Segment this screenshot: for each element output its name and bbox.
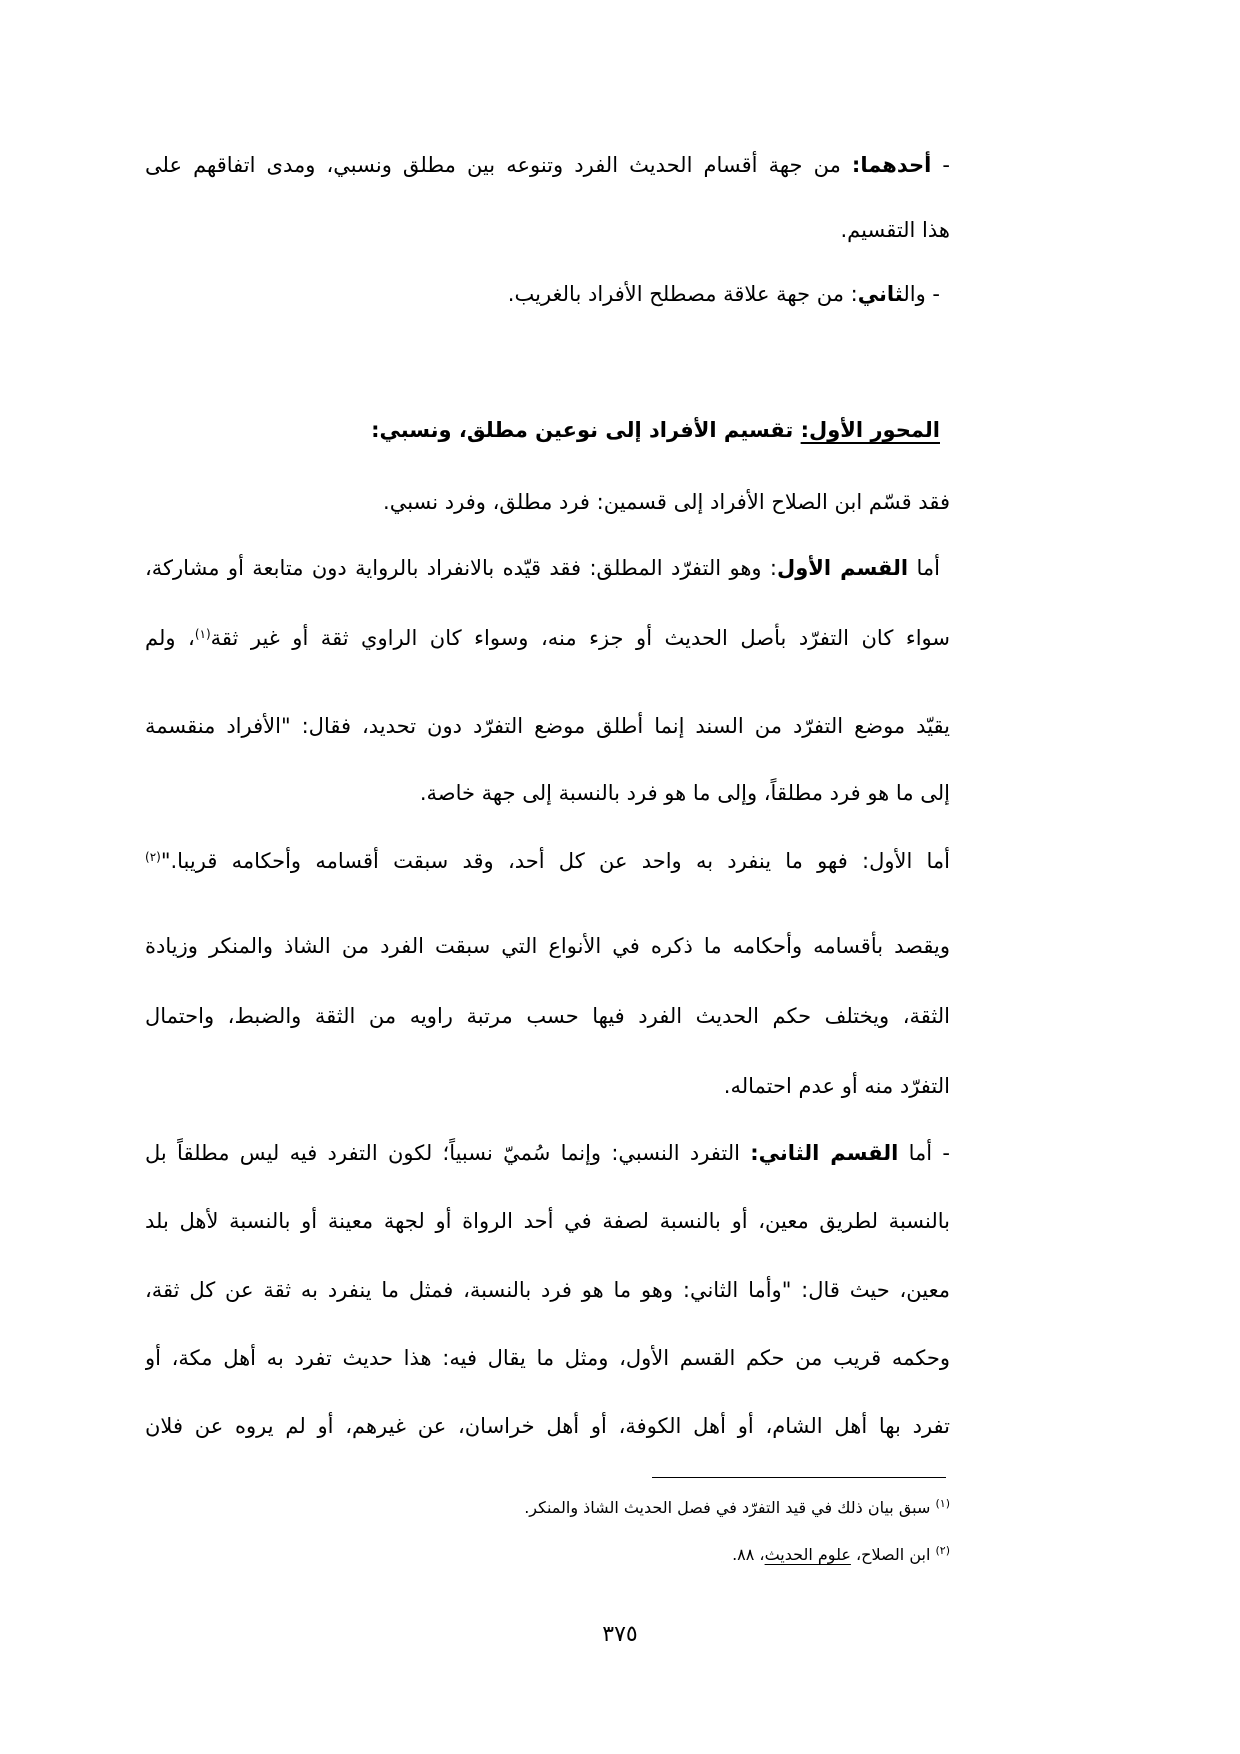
body-line-4: يقيّد موضع التفرّد من السند إنما أطلق موضع التفرّد دون تحديد، فقال: "الأفراد منقسمة	[145, 714, 950, 738]
footnote-1: $^{(١)}$ سبق بيان ذلك في قيد التفرّد في فصل الحديث الشاذ والمنكر.	[524, 1497, 950, 1517]
body-line-3: سواء كان التفرّد بأصل الحديث أو جزء منه، وسواء كان الراوي ثقة أو غير ثقة$^{(١)}$، ولم	[145, 626, 950, 650]
footnote-1-number: (١)	[935, 1497, 950, 1510]
body-line-7: ويقصد بأقسامه وأحكامه ما ذكره في الأنواع التي سبقت الفرد من الشاذ والمنكر وزيادة	[145, 934, 950, 958]
footnote-2: $^{(٢)}$ ابن الصلاح، علوم الحديث، ٨٨.	[732, 1544, 950, 1564]
body-line-5: إلى ما هو فرد مطلقاً، وإلى ما هو فرد بالنسبة إلى جهة خاصة.	[419, 781, 950, 805]
body-bold-second-section: القسم الثاني:	[750, 1141, 899, 1165]
body-line-11: بالنسبة لطريق معين، أو بالنسبة لصفة في أحد الرواة أو لجهة معينة أو بالنسبة لأهل بلد	[145, 1209, 950, 1233]
body-line-12: معين، حيث قال: "وأما الثاني: وهو ما هو فرد بالنسبة، فمثل ما ينفرد به ثقة عن كل ثقة،	[145, 1278, 950, 1302]
footnote-2-number: (٢)	[935, 1544, 950, 1557]
body-line-9: التفرّد منه أو عدم احتماله.	[723, 1074, 950, 1098]
section-heading-label: المحور الأول:	[800, 418, 940, 442]
intro-line-1: - أحدهما: من جهة أقسام الحديث الفرد وتنوعه بين مطلق ونسبي، ومدى اتفاقهم على	[145, 153, 950, 177]
body-line-14: تفرد بها أهل الشام، أو أهل الكوفة، أو أهل خراسان، عن غيرهم، أو لم يروه عن فلان	[145, 1414, 950, 1438]
intro-bold-second: ثاني	[857, 282, 904, 306]
intro-line-3: - والثاني: من جهة علاقة مصطلح الأفراد بالغريب.	[507, 282, 940, 306]
footnote-2-book-title: علوم الحديث	[764, 1545, 851, 1564]
footnote-separator	[652, 1477, 946, 1478]
footnote-ref-2[interactable]: (٢)	[145, 850, 161, 864]
body-bold-first-section: القسم الأول	[776, 556, 909, 580]
page-number: ٣٧٥	[602, 1622, 638, 1647]
body-line-13: وحكمه قريب من حكم القسم الأول، ومثل ما يقال فيه: هذا حديث تفرد به أهل مكة، أو	[145, 1346, 950, 1370]
section-heading	[371, 412, 940, 448]
intro-line-2: هذا التقسيم.	[840, 218, 950, 242]
section-heading-title: تقسيم الأفراد إلى نوعين مطلق، ونسبي:	[371, 418, 801, 442]
body-line-2: أما القسم الأول: وهو التفرّد المطلق: فقد قيّده بالانفراد بالرواية دون متابعة أو مشاركة،	[145, 556, 940, 580]
body-line-1: فقد قسّم ابن الصلاح الأفراد إلى قسمين: فرد مطلق، وفرد نسبي.	[383, 490, 950, 514]
body-line-10: - أما القسم الثاني: التفرد النسبي: وإنما سُميّ نسبياً؛ لكون التفرد فيه ليس مطلقاً بل	[145, 1141, 950, 1165]
body-line-8: الثقة، ويختلف حكم الحديث الفرد فيها حسب مرتبة راويه من الثقة والضبط، واحتمال	[145, 1004, 950, 1028]
intro-bold-first: أحدهما:	[851, 153, 932, 177]
body-line-6: أما الأول: فهو ما ينفرد به واحد عن كل أحد، وقد سبقت أقسامه وأحكامه قريبا."$^{(٢)}$	[145, 849, 950, 873]
footnote-ref-1[interactable]: (١)	[194, 627, 211, 641]
